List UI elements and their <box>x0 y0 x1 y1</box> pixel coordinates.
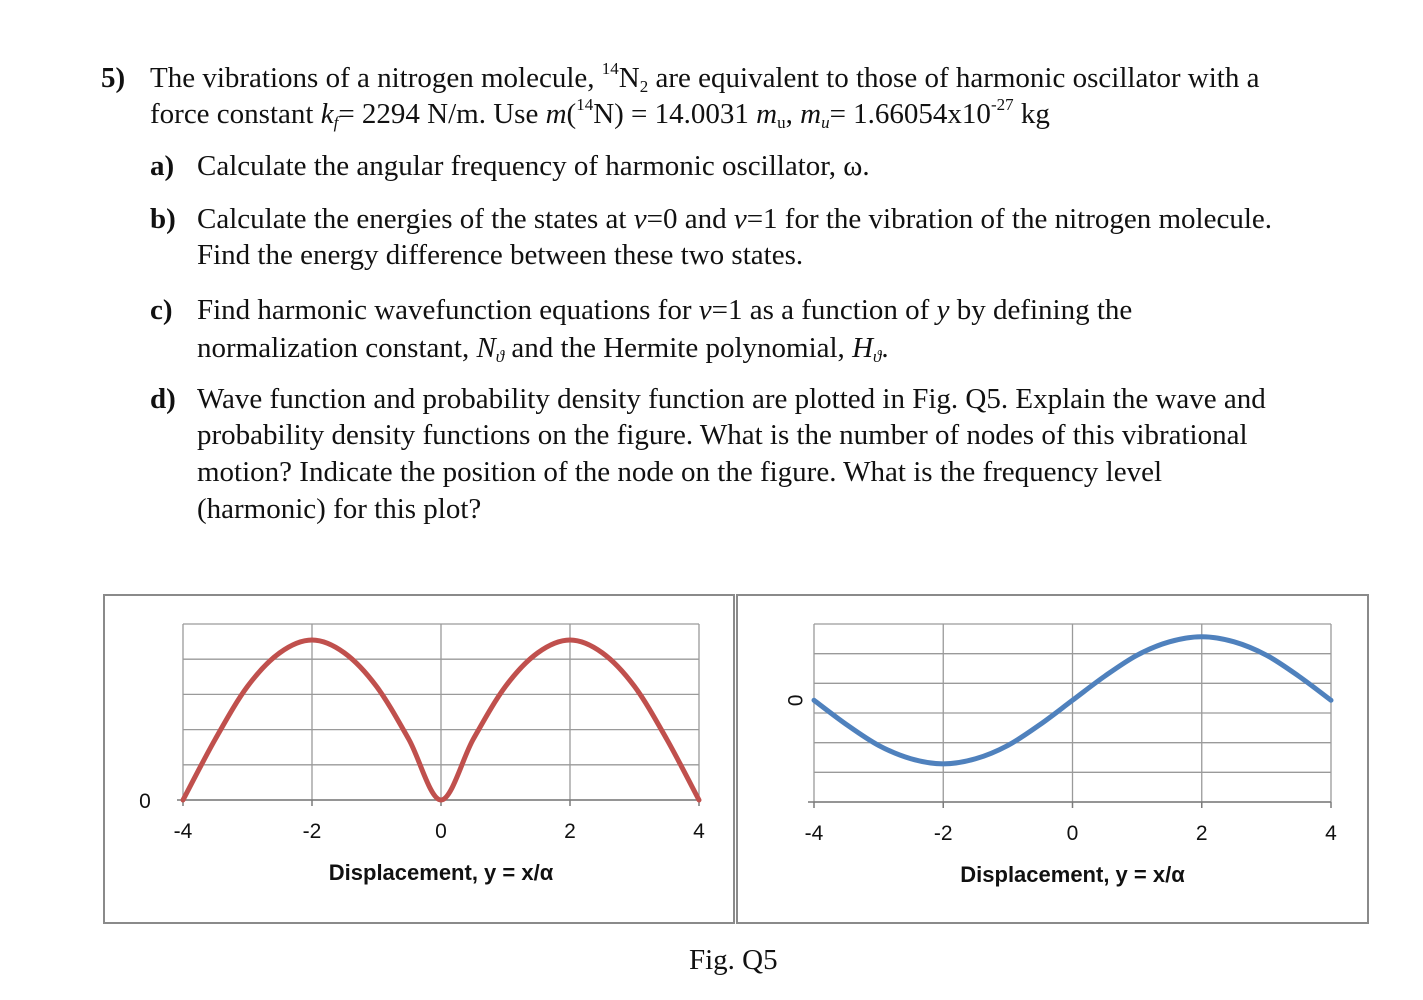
part-b-line-1: Calculate the energies of the states at v=0 and v=1 for the vibration of the nitrogen molecule. <box>197 203 1273 235</box>
part-c-line-1: Find harmonic wavefunction equations for v=1 as a function of y by defining the <box>197 294 1133 326</box>
x-tick-label: 4 <box>693 820 705 843</box>
x-tick-label: 4 <box>1325 822 1337 845</box>
part-a-label: a) <box>150 150 175 182</box>
x-axis-label: Displacement, y = x/α <box>960 862 1185 887</box>
probability-density-chart <box>105 596 733 922</box>
part-d-label: d) <box>150 383 176 415</box>
question-line-1: The vibrations of a nitrogen molecule, $^{14}N_2$ are equivalent to those of harmonic oscillator with a <box>150 59 1260 96</box>
wavefunction-chart <box>738 596 1367 922</box>
x-axis-label: Displacement, y = x/α <box>328 860 554 885</box>
x-tick-label: 0 <box>435 820 447 843</box>
part-d-line-4: (harmonic) for this plot? <box>197 493 482 525</box>
part-d-line-1: Wave function and probability density function are plotted in Fig. Q5. Explain the wave and <box>197 383 1266 415</box>
x-tick-label: -4 <box>173 820 193 843</box>
y-tick-label: 0 <box>783 694 806 707</box>
chart-panel-probability-density <box>103 594 735 924</box>
part-b-line-2: Find the energy difference between these two states. <box>197 239 804 271</box>
part-c-line-2: normalization constant, $N_ϑ$ and the Hermite polynomial, $H_ϑ$. <box>197 332 889 366</box>
x-tick-label: -4 <box>804 822 824 845</box>
x-tick-label: 2 <box>1195 822 1208 845</box>
chart-panel-wavefunction <box>736 594 1369 924</box>
x-tick-label: 2 <box>564 820 576 843</box>
figure-caption: Fig. Q5 <box>689 944 778 976</box>
x-tick-label: -2 <box>933 822 953 845</box>
question-number: 5) <box>101 62 126 94</box>
part-b-label: b) <box>150 203 176 235</box>
part-d-line-2: probability density functions on the figure. What is the number of nodes of this vibrational <box>197 419 1248 451</box>
part-d-line-3: motion? Indicate the position of the node on the figure. What is the frequency level <box>197 456 1163 488</box>
y-tick-label: 0 <box>139 790 151 813</box>
part-a-text: Calculate the angular frequency of harmonic oscillator, ω. <box>197 150 870 182</box>
x-tick-label: 0 <box>1066 822 1079 845</box>
part-c-label: c) <box>150 294 173 326</box>
x-tick-label: -2 <box>302 820 322 843</box>
question-line-2: force constant $k_f= 2294$ N/m. Use m($^{14}$N) = 14.0031 $m_u$, $m_u= 1.66054x10^{-27}$ kg <box>150 95 1050 132</box>
